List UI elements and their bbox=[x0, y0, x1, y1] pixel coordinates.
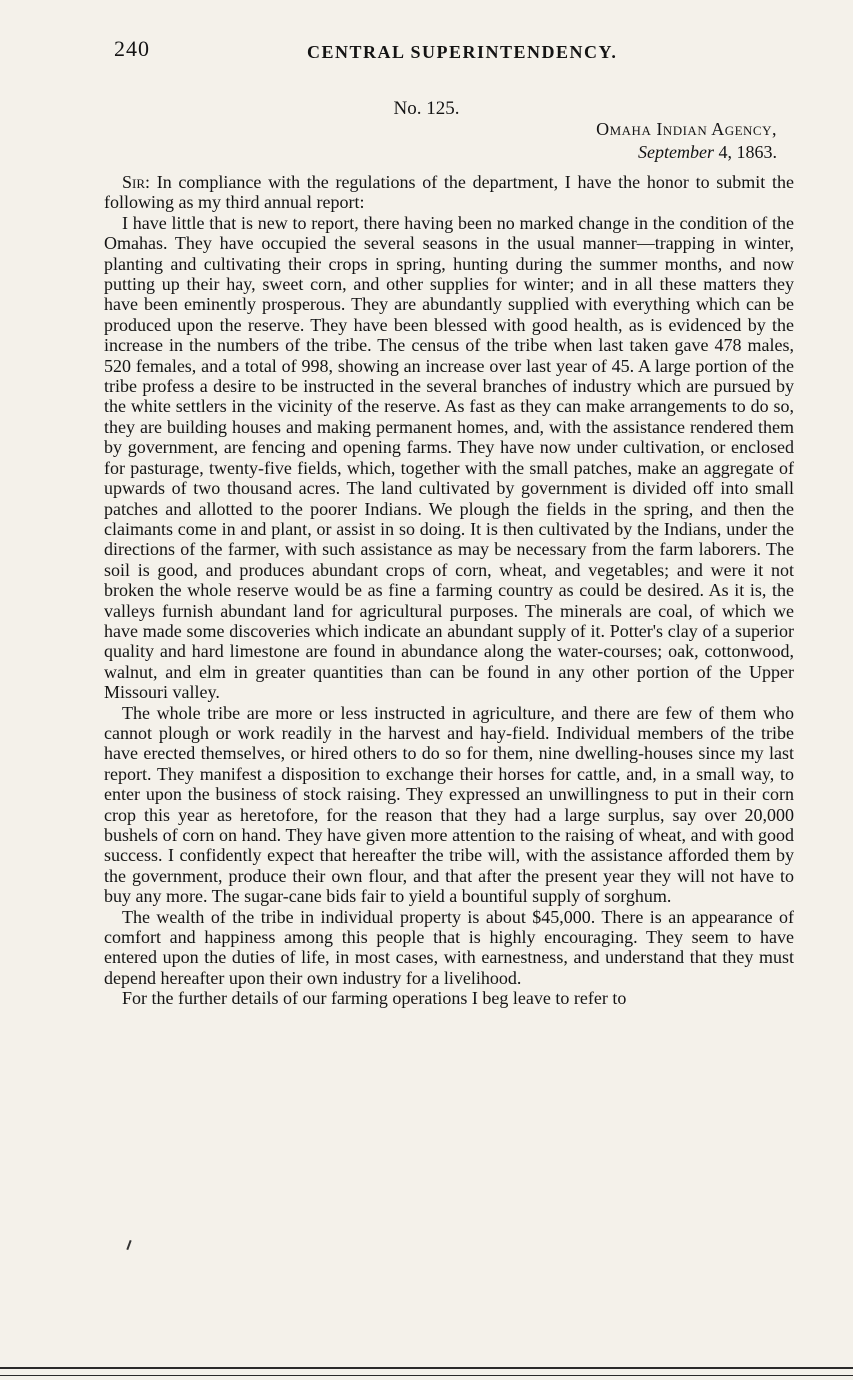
date-rest: 4, 1863. bbox=[714, 142, 777, 162]
page-number: 240 bbox=[114, 36, 150, 61]
paragraph-5: For the further details of our farming operations I beg leave to refer to bbox=[122, 988, 627, 1009]
paragraph-3: The whole tribe are more or less instructed in agriculture, and there are few of them who cannot plough or work readily in the harvest and hay-field. Individual members of the tribe have erected themselves, or hired others to do so for them, nine dwelling-houses since my last report. They manifest a disposition to exchange their horses for cattle, and, in a small way, to enter upon the business of stock raising. They expressed an unwillingness to put in their corn crop this year as heretofore, for the reason that they had a large surplus, say over 20,000 bushels of corn on hand. They have given more attention to the raising of wheat, and with good success. I confidently expect that hereafter the tribe will, with the assistance afforded them by the government, produce their own flour, and that after the present year they will not have to buy any more. The sugar-cane bids fair to yield a bountiful supply of sorghum. bbox=[104, 702, 794, 907]
page-edge-rule bbox=[0, 1367, 853, 1376]
paragraph-1-text: : In compliance with the regulations of the department, I have the honor to submit the following as my third annual report: bbox=[104, 172, 794, 213]
running-head: CENTRAL SUPERINTENDENCY. bbox=[307, 42, 618, 62]
salutation: Sir bbox=[122, 172, 146, 192]
paragraph-4: The wealth of the tribe in individual property is about $45,000. There is an appearance of comfort and happiness among this people that is highly encouraging. They seem to have entered upon the duties of life, in most cases, with earnestness, and understand that they must depend hereafter upon their own industry for a livelihood. bbox=[104, 906, 794, 988]
letter-body bbox=[104, 172, 794, 1009]
letter-date bbox=[596, 141, 777, 164]
date-month: September bbox=[638, 142, 714, 162]
page-header bbox=[100, 34, 793, 66]
paragraph-2: I have little that is new to report, there having been no marked change in the condition of the Omahas. They have occupied the several seasons in the usual manner—trapping in winter, planting and cultivating their crops in spring, hunting during the summer months, and now putting up their hay, sweet corn, and other supplies for winter; and in all these matters they have been eminently prosperous. They are abundantly supplied with everything which can be produced upon the reserve. They have been blessed with good health, as is evidenced by the increase in the numbers of the tribe. The census of the tribe when last taken gave 478 males, 520 females, and a total of 998, showing an increase over last year of 45. A large portion of the tribe profess a desire to be instructed in the several branches of industry which are pursued by the white settlers in the vicinity of the reserve. As fast as they can make arrangements to do so, they are building houses and making permanent homes, and, with the assistance rendered them by government, are fencing and opening farms. They have now under cultivation, or enclosed for pasturage, twenty-five fields, which, together with the small patches, make an aggregate of upwards of two thousand acres. The land cultivated by government is divided off into small patches and allotted to the poorer Indians. We plough the fields in the spring, and then the claimants come in and plant, or assist in so doing. It is then cultivated by the Indians, under the directions of the farmer, with such assistance as may be necessary from the farm laborers. The soil is good, and produces abundant crops of corn, wheat, and vegetables; and were it not broken the whole reserve would be as fine a farming country as could be desired. As it is, the valleys furnish abundant land for agricultural purposes. The minerals are coal, of which we have made some discoveries which indicate an abundant supply of it. Potter's clay of a superior quality and hard limestone are found in abundance along the water-courses; oak, cottonwood, walnut, and elm in greater quantities than can be found in any other portion of the Upper Missouri valley. bbox=[104, 212, 794, 703]
agency-name: Omaha Indian Agency, bbox=[596, 119, 777, 139]
paragraph-salutation bbox=[104, 172, 794, 213]
document-number: No. 125. bbox=[393, 98, 460, 119]
ink-mark bbox=[126, 1240, 131, 1250]
dateline bbox=[596, 118, 777, 164]
